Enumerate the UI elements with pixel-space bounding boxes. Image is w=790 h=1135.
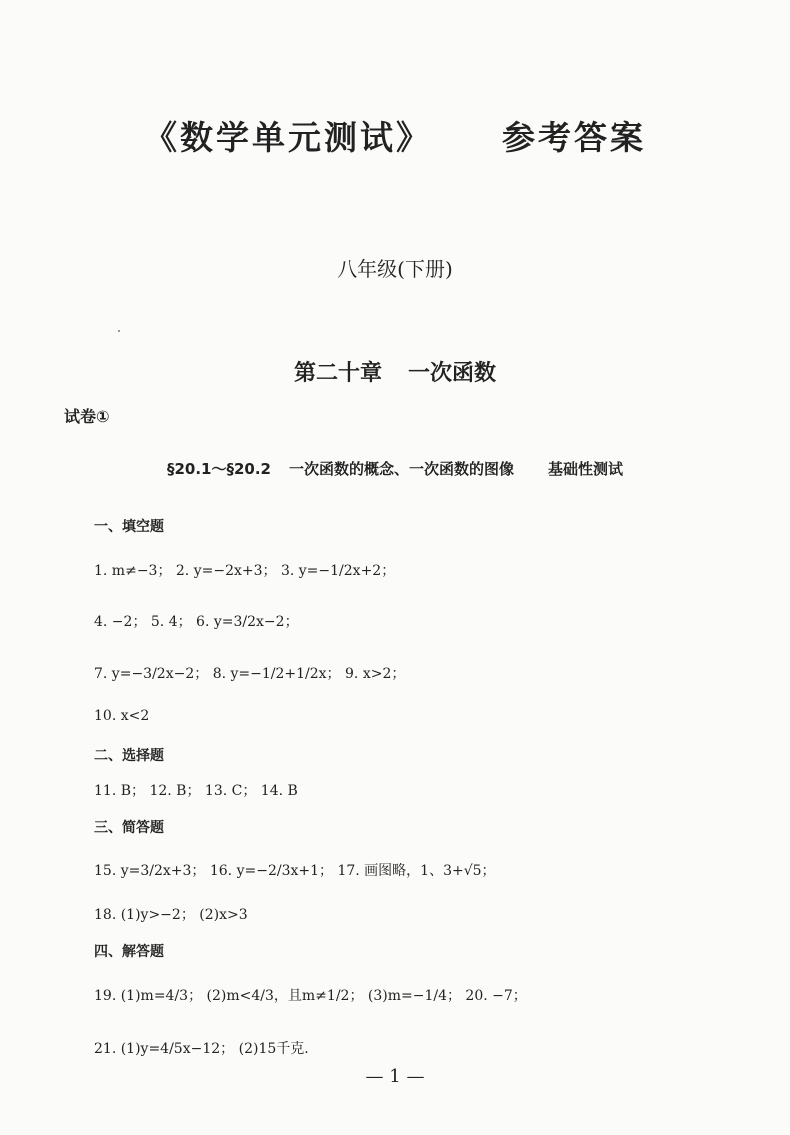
answer-row-8: 19. (1)m=4/3； (2)m<4/3，且m≠1/2； (3)m=−1/4； 20. −7；	[94, 988, 527, 1004]
chapter-heading	[0, 356, 790, 387]
chapter-number: 第二十章	[293, 361, 382, 386]
part-heading-solve: 四、解答题	[94, 944, 164, 960]
section-topic: 一次函数的概念、一次函数的图像	[289, 460, 515, 478]
answer-row-6: 15. y=3/2x+3； 16. y=−2/3x+1； 17. 画图略，1、3+√5；	[94, 863, 496, 879]
answer-row-7: 18. (1)y>−2； (2)x>3	[94, 907, 248, 923]
chapter-name: 一次函数	[408, 361, 497, 386]
scan-speck	[118, 330, 120, 332]
section-heading	[0, 458, 790, 479]
answer-row-4: 10. x<2	[94, 708, 150, 724]
answer-row-9: 21. (1)y=4/5x−12； (2)15千克.	[94, 1041, 309, 1057]
main-title	[0, 112, 790, 159]
answer-row-5: 11. B； 12. B； 13. C； 14. B	[94, 783, 298, 799]
page-number: — 1 —	[365, 1066, 425, 1087]
grade-label: 八年级(下册)	[337, 257, 453, 281]
answer-row-2: 4. −2； 5. 4； 6. y=3/2x−2；	[94, 614, 299, 630]
answer-row-1: 1. m≠−3； 2. y=−2x+3； 3. y=−1/2x+2；	[94, 563, 396, 579]
section-range: §20.1～§20.2	[166, 460, 271, 478]
title-left: 《数学单元测试》	[144, 118, 432, 157]
title-right: 参考答案	[502, 118, 646, 157]
paper-label: 试卷①	[64, 407, 110, 426]
answer-row-3: 7. y=−3/2x−2； 8. y=−1/2+1/2x； 9. x>2；	[94, 666, 406, 682]
part-heading-short: 三、简答题	[94, 820, 164, 836]
part-heading-fill: 一、填空题	[94, 519, 164, 535]
part-heading-choice: 二、选择题	[94, 748, 164, 764]
section-type: 基础性测试	[548, 460, 624, 478]
